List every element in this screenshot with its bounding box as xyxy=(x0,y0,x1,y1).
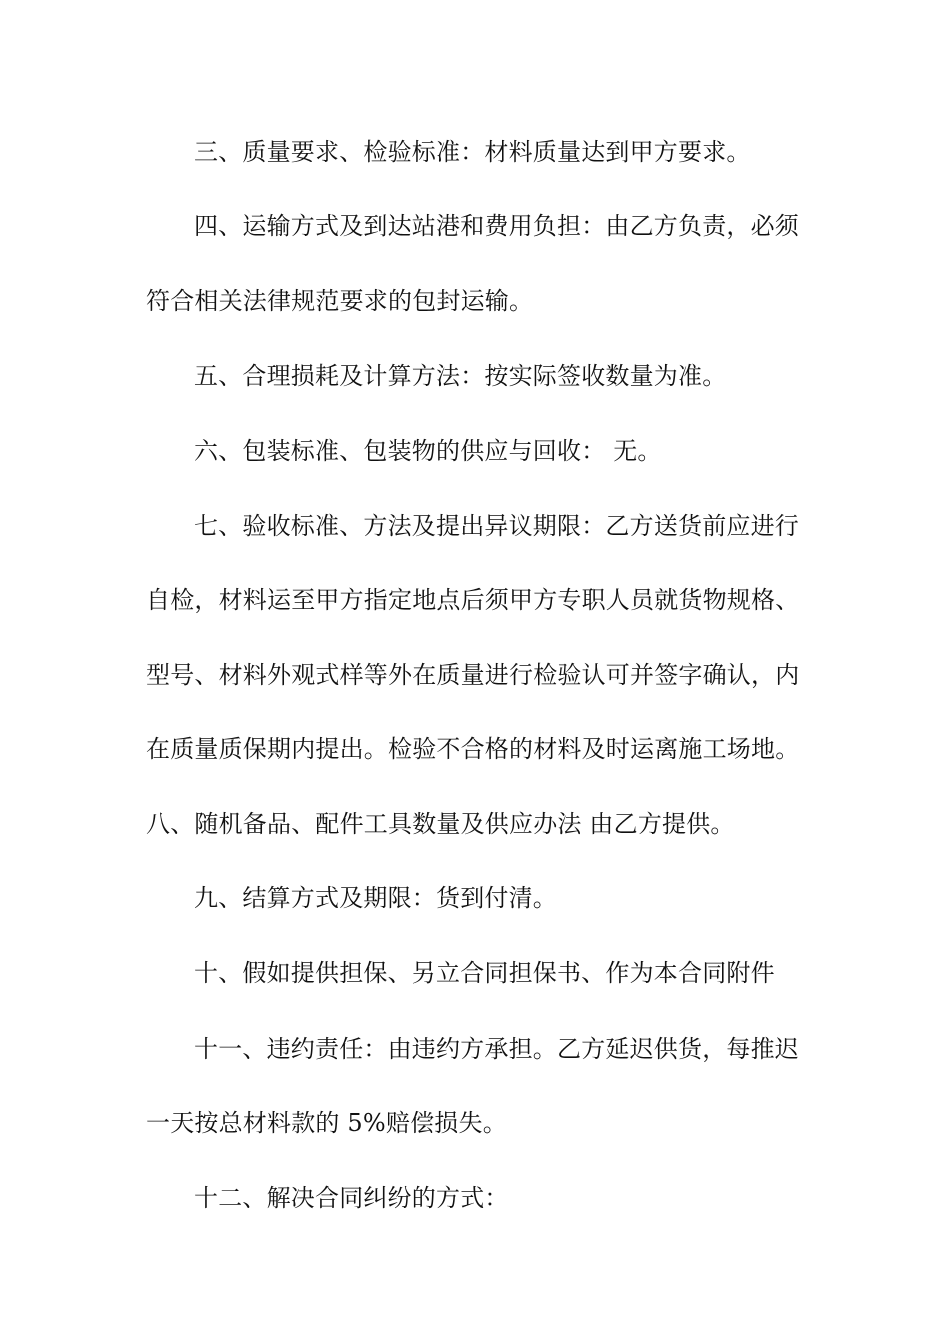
clause-7-line-2: 自检，材料运至甲方指定地点后须甲方专职人员就货物规格、 xyxy=(146,586,800,614)
clause-5-line: 五、合理损耗及计算方法：按实际签收数量为准。 xyxy=(194,362,727,390)
clause-10-line: 十、假如提供担保、另立合同担保书、作为本合同附件 xyxy=(194,959,775,987)
clause-12-line: 十二、解决合同纠纷的方式： xyxy=(194,1184,509,1212)
clause-4-line-1: 四、运输方式及到达站港和费用负担：由乙方负责，必须 xyxy=(194,212,799,240)
clause-7-line-4: 在质量质保期内提出。检验不合格的材料及时运离施工场地。 xyxy=(146,735,800,763)
clause-8-line: 八、随机备品、配件工具数量及供应办法 由乙方提供。 xyxy=(146,810,735,838)
clause-11-line-2: 一天按总材料款的 5%赔偿损失。 xyxy=(146,1109,507,1137)
clause-4-line-2: 符合相关法律规范要求的包封运输。 xyxy=(146,287,534,315)
clause-7-line-1: 七、验收标准、方法及提出异议期限：乙方送货前应进行 xyxy=(194,512,799,540)
clause-7-line-3: 型号、材料外观式样等外在质量进行检验认可并签字确认，内 xyxy=(146,661,800,689)
clause-9-line: 九、结算方式及期限：货到付清。 xyxy=(194,884,557,912)
clause-11-line-1: 十一、违约责任：由违约方承担。乙方延迟供货，每推迟 xyxy=(194,1035,799,1063)
clause-3-line: 三、质量要求、检验标准：材料质量达到甲方要求。 xyxy=(194,138,751,166)
clause-6-line: 六、包装标准、包装物的供应与回收： 无。 xyxy=(194,437,662,465)
